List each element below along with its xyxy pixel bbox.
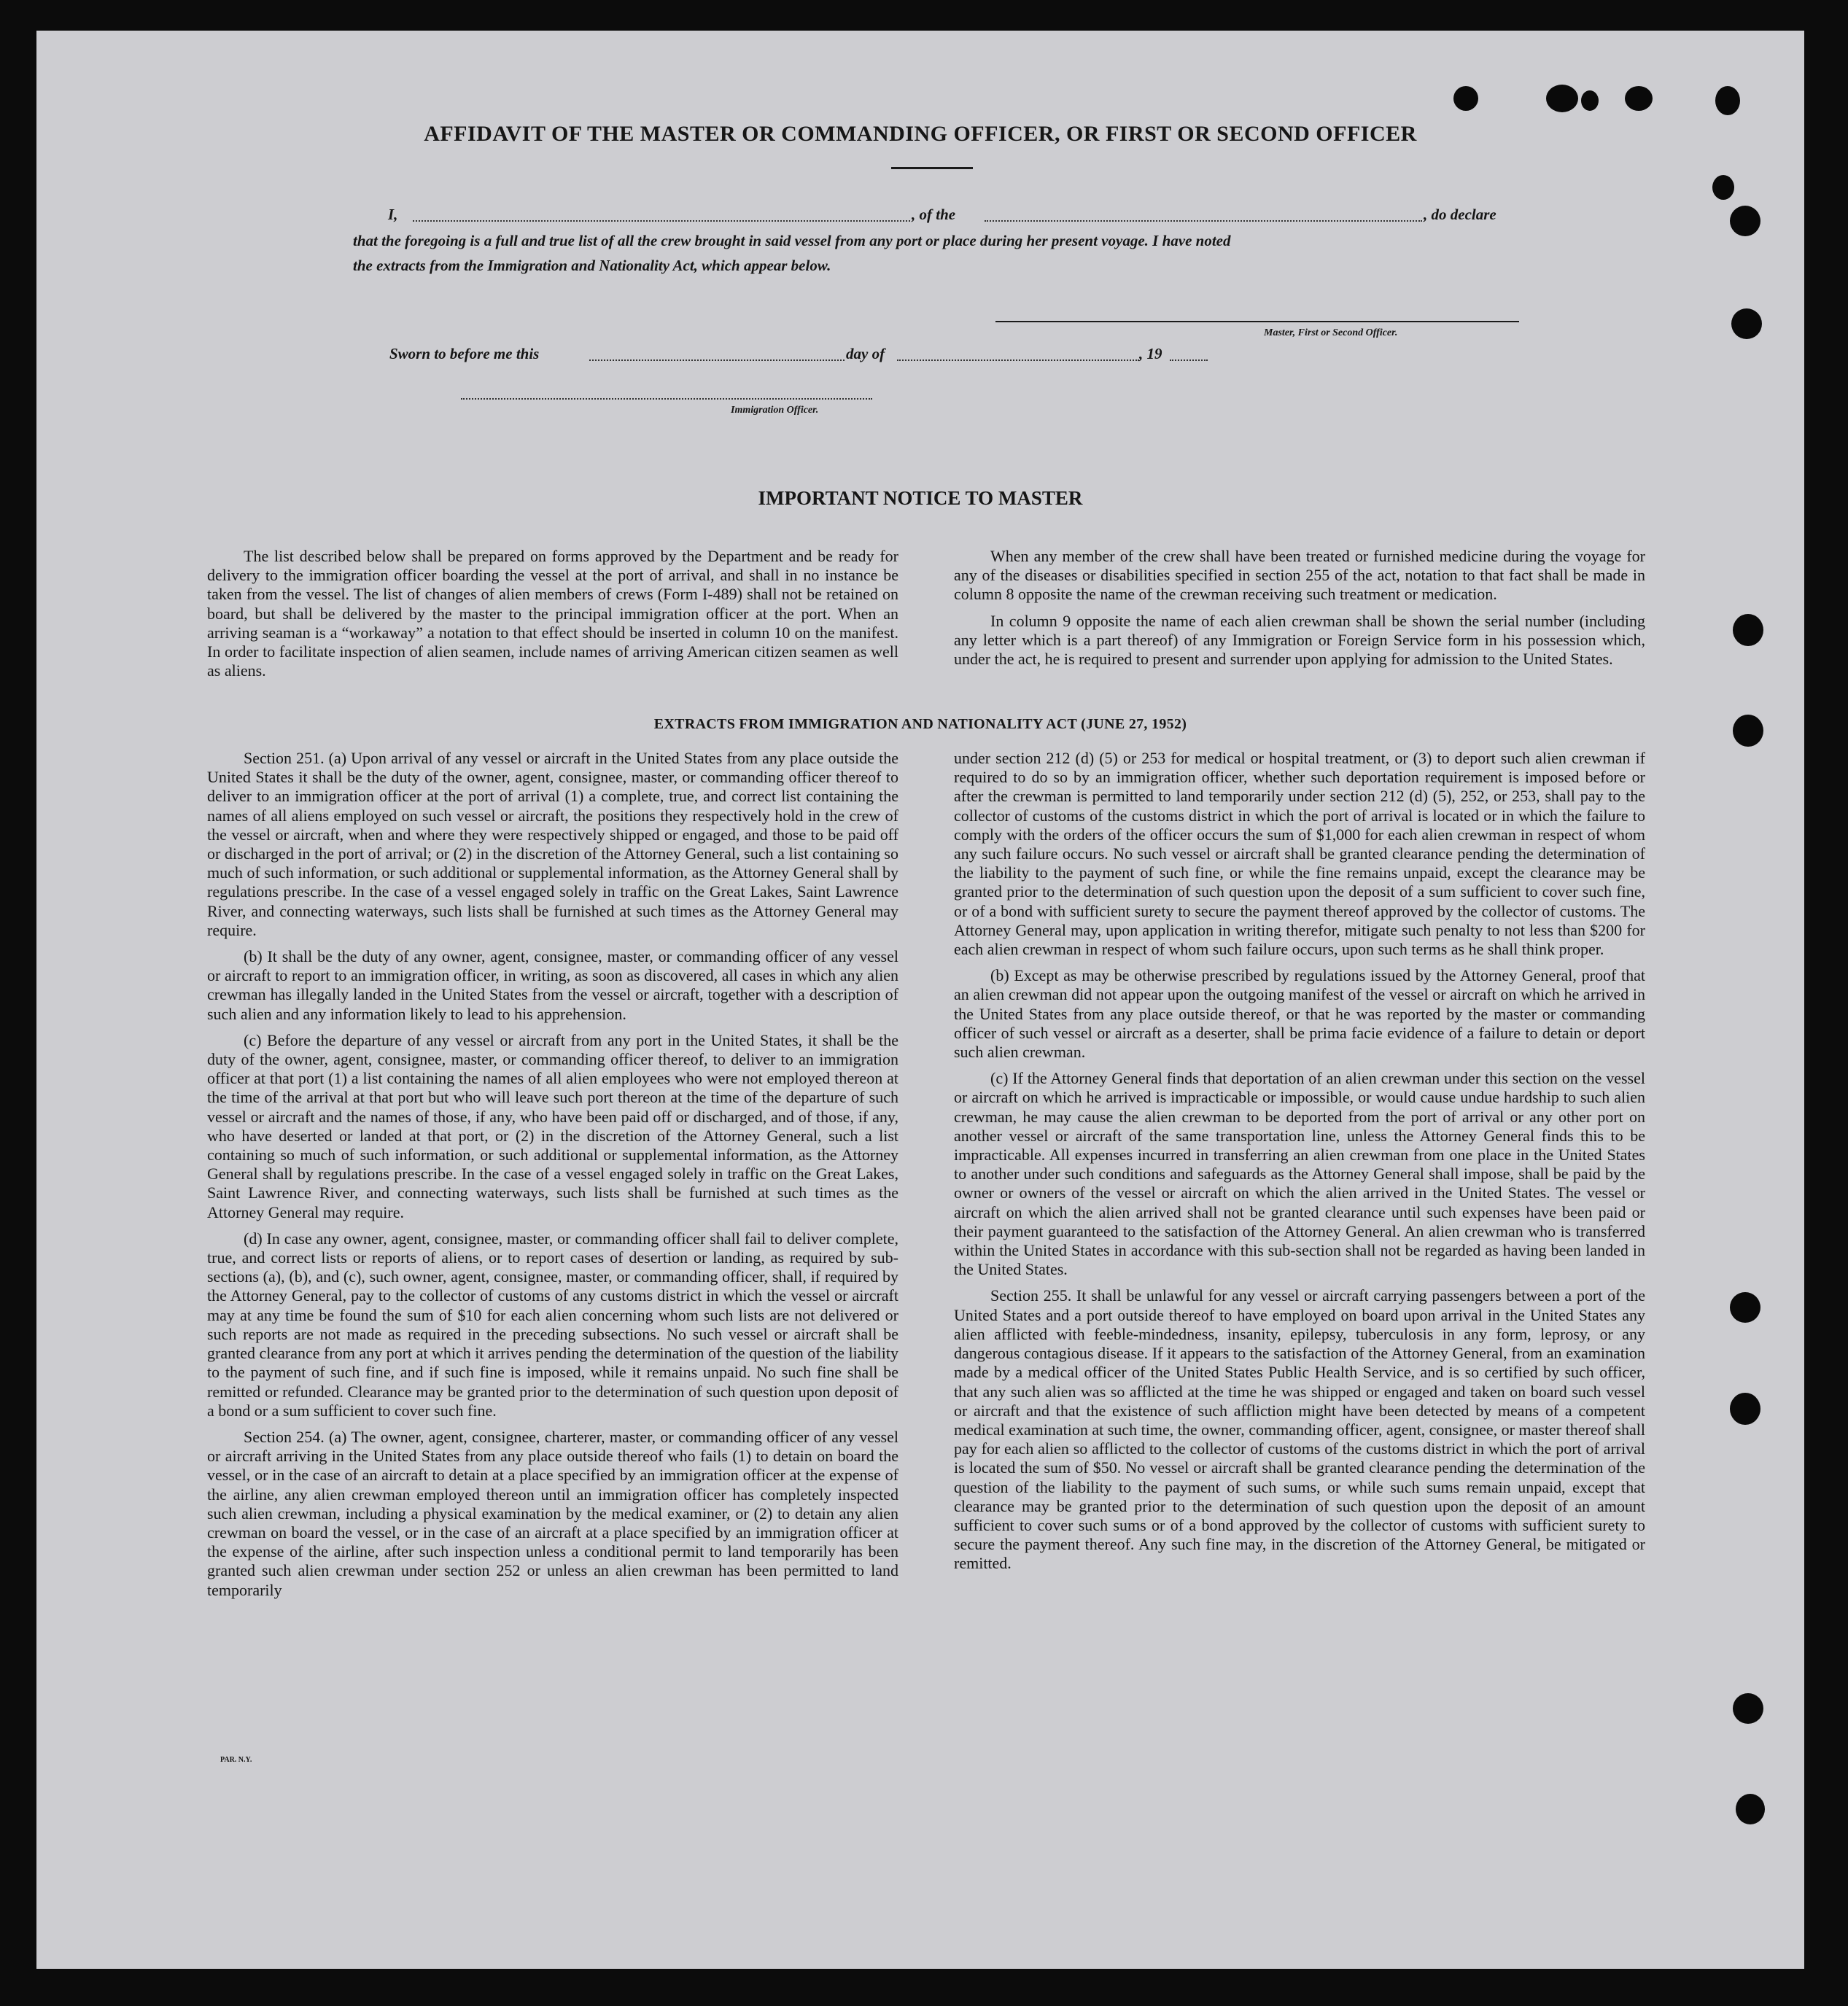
of-the-label: , of the bbox=[912, 206, 956, 223]
punch-hole bbox=[1581, 90, 1599, 111]
notice-right-paragraph-2: In column 9 opposite the name of each alien crewman shall be shown the serial number (including any letter which is a part thereof) of any Immigration or Foreign Service form in his possession which, under the act, he is required to present and surrender upon applying for admission to the United States. bbox=[954, 611, 1645, 669]
punch-hole bbox=[1733, 614, 1763, 646]
notice-right-paragraph-1: When any member of the crew shall have been treated or furnished medicine during the voyage for any of the diseases or disabilities specified in section 255 of the act, notation to that fact shall be made in column 8 opposite the name of the crewman receiving such treatment or medication. bbox=[954, 547, 1645, 604]
declaration-line-2: the extracts from the Immigration and Nationality Act, which appear below. bbox=[353, 257, 831, 274]
section-251-d: (d) In case any owner, agent, consignee, master, or commanding officer shall fail to deliver complete, true, and correct lists or reports of aliens, or to report cases of desertion or landing, as required by sub-sections (a), (b), and (c), such owner, agent, consignee, master, or commanding officer, shall, if required by the Attorney General, pay to the collector of customs of any customs district in which the vessel or aircraft may at any time be found the sum of $10 for each alien concerning whom such lists are not delivered or such reports are not made as required in the preceding subsections. No such vessel or aircraft shall be granted clearance from any port at which it arrives pending the determination of the question of the liability to the payment of such fine, and if such fine is imposed, while it remains unpaid. No such fine shall be remitted or refunded. Clearance may be granted prior to the determination of such question upon deposit of a bond or a sum sufficient to cover such fine. bbox=[207, 1229, 898, 1420]
name-blank[interactable] bbox=[413, 220, 910, 222]
punch-hole bbox=[1733, 715, 1763, 747]
notice-title: IMPORTANT NOTICE TO MASTER bbox=[758, 487, 1083, 509]
master-signature-line[interactable] bbox=[995, 321, 1519, 322]
extracts-left-column bbox=[207, 749, 898, 1600]
notice-right-column bbox=[954, 547, 1645, 669]
form-page bbox=[36, 31, 1804, 1969]
punch-hole bbox=[1736, 1794, 1765, 1824]
section-254-c: (c) If the Attorney General finds that deportation of an alien crewman under this section on the vessel or aircraft on which he arrived is impracticable or impossible, or would cause undue hardship to such alien crewman, he may cause the alien crewman to be deported from the port of arrival or any other port on another vessel or aircraft of the same transportation line, unless the Attorney General finds this to be impracticable. All expenses incurred in transferring an alien crewman from one place in the United States to another under such conditions and safeguards as the Attorney General shall impose, shall be paid by the owner or owners of the vessel or aircraft on which the alien arrived in the United States. The vessel or aircraft on which the alien arrived shall not be granted clearance until such expenses have been paid or their payment guaranteed to the satisfaction of the Attorney General. An alien crewman who is transferred within the United States in accordance with this sub-section shall not be regarded as having been landed in the United States. bbox=[954, 1069, 1645, 1279]
affidavit-title: AFFIDAVIT OF THE MASTER OR COMMANDING OFFICER, OR FIRST OR SECOND OFFICER bbox=[424, 122, 1417, 146]
officer-signature-label: Immigration Officer. bbox=[731, 405, 819, 416]
section-255: Section 255. It shall be unlawful for any vessel or aircraft carrying passengers between a port of the United States and a port outside thereof to have employed on board upon arrival in the United States any alien afflicted with feeble-mindedness, insanity, epilepsy, tuberculosis in any form, leprosy, or any dangerous contagious disease. If it appears to the satisfaction of the Attorney General, from an examination made by a medical officer of the United States Public Health Service, and is so certified by such officer, that any such alien was so afflicted at the time he was shipped or engaged and taken on board such vessel or aircraft and that the existence of such affliction might have been detected by means of a competent medical examination at such time, the owner, commanding officer, agent, consignee, or master thereof shall pay for each alien so afflicted to the collector of customs of the customs district in which the port of arrival is located the sum of $50. No vessel or aircraft shall be granted clearance pending the determination of the question of the liability to the payment of such sums, or while such sums remain unpaid, except that clearance may be granted prior to the determination of such question upon the deposit of an amount sufficient to cover such sums or of a bond approved by the collector of customs with sufficient surety to secure the payment thereof. Any such fine may, in the discretion of the Attorney General, be mitigated or remitted. bbox=[954, 1286, 1645, 1573]
year-label: , 19 bbox=[1139, 345, 1162, 362]
punch-hole bbox=[1730, 1292, 1760, 1323]
punch-hole bbox=[1731, 308, 1762, 339]
punch-hole bbox=[1730, 1393, 1760, 1425]
punch-hole bbox=[1730, 206, 1760, 236]
title-underline bbox=[891, 167, 973, 169]
notice-left-paragraph: The list described below shall be prepared on forms approved by the Department and be ready for delivery to the immigration officer boarding the vessel at the port of arrival, and shall in no instance be taken from the vessel. The list of changes of alien members of crews (Form I-489) shall not be retained on board, but shall be delivered by the master to the principal immigration officer at the port. When an arriving seaman is a “workaway” a notation to that effect should be inserted in column 10 on the manifest. In order to facilitate inspection of alien seamen, include names of arriving American citizen seamen as well as aliens. bbox=[207, 547, 898, 680]
sworn-label: Sworn to before me this bbox=[389, 345, 540, 362]
sworn-day-blank[interactable] bbox=[589, 359, 845, 361]
section-251-c: (c) Before the departure of any vessel or aircraft from any port in the United States, it shall be the duty of the owner, agent, consignee, master, or commanding officer thereof, to deliver to an immigration officer at that port (1) a list containing the names of all alien employees who were not employed thereon at the time of the arrival at that port but who will leave such port thereon at the time of the departure of such vessel or aircraft and the names of those, if any, who have been paid off or discharged, and of those, if any, who have deserted or landed at that port, or (2) in the discretion of the Attorney General, such a list containing so much of such information, or such additional or supplemental information, as the Attorney General shall by regulations prescribe. In the case of a vessel engaged solely in traffic on the Great Lakes, Saint Lawrence River, and connecting waterways, such lists shall be furnished at such times as the Attorney General may require. bbox=[207, 1030, 898, 1221]
do-declare-label: , do declare bbox=[1424, 206, 1496, 223]
section-254-b: (b) Except as may be otherwise prescribed by regulations issued by the Attorney General, proof that an alien crewman did not appear upon the outgoing manifest of the vessel or aircraft on which he arrived in the United States from any place outside thereof, or that he was reported by the master or commanding officer of such vessel or aircraft as a deserter, shall be prima facie evidence of a failure to detain or deport such alien crewman. bbox=[954, 966, 1645, 1062]
officer-signature-line[interactable] bbox=[461, 398, 872, 400]
extracts-right-column bbox=[954, 749, 1645, 1574]
sworn-month-blank[interactable] bbox=[897, 359, 1139, 361]
day-of-label: day of bbox=[846, 345, 885, 362]
declaration-line-1: that the foregoing is a full and true list of all the crew brought in said vessel from any port or place during her present voyage. I have noted bbox=[353, 232, 1231, 249]
master-signature-label: Master, First or Second Officer. bbox=[1264, 327, 1398, 338]
punch-hole bbox=[1453, 86, 1478, 111]
punch-hole bbox=[1546, 85, 1578, 112]
section-254-a-continued: under section 212 (d) (5) or 253 for medical or hospital treatment, or (3) to deport such alien crewman if required to do so by an immigration officer, whether such deportation requirement is imposed before or after the crewman is permitted to land temporarily under section 212 (d) (5), 252, or 253, shall pay to the collector of customs of the customs district in which the port of arrival is located or in which the failure to comply with the orders of the officer occurs the sum of $1,000 for each alien crewman in respect of whom any such failure occurs. No such vessel or aircraft shall be granted clearance pending the determination of the liability to the payment of such fine, or while the fine remains unpaid, except the clearance may be granted prior to the determination of such question upon the deposit of a sum sufficient to cover such fine, or of a bond with sufficient surety to secure the payment thereof approved by the collector of customs. The Attorney General may, upon application in writing therefor, mitigate such penalty to not less than $200 for each alien crewman in respect of whom such failure occurs, upon such terms as he shall think proper. bbox=[954, 749, 1645, 959]
punch-hole bbox=[1712, 175, 1734, 200]
punch-hole bbox=[1715, 86, 1740, 115]
section-251-a: Section 251. (a) Upon arrival of any vessel or aircraft in the United States from any place outside the United States it shall be the duty of the owner, agent, consignee, master, or commanding officer thereof to deliver to an immigration officer at the port of arrival (1) a complete, true, and correct list containing the names of all aliens employed on such vessel or aircraft, the positions they respectively hold in the crew of the vessel or aircraft, when and where they were respectively shipped or engaged, and those to be paid off or discharged in the port of arrival; or (2) in the discretion of the Attorney General, such a list containing so much of such information, or such additional or supplemental information, as the Attorney General shall by regulations prescribe. In the case of a vessel engaged solely in traffic on the Great Lakes, Saint Lawrence River, and connecting waterways, such lists shall be furnished at such times as the Attorney General may require. bbox=[207, 749, 898, 939]
punch-hole bbox=[1733, 1693, 1763, 1724]
i-label: I, bbox=[388, 206, 398, 223]
sworn-year-blank[interactable] bbox=[1170, 359, 1208, 361]
notice-left-column bbox=[207, 547, 898, 680]
printer-mark: PAR. N.Y. bbox=[220, 1756, 252, 1764]
section-251-b: (b) It shall be the duty of any owner, agent, consignee, master, or commanding officer of any vessel or aircraft to report to an immigration officer, in writing, as soon as discovered, all cases in which any alien crewman has illegally landed in the United States from the vessel or aircraft, together with a description of such alien and any information likely to lead to his apprehension. bbox=[207, 947, 898, 1023]
section-254-a-start: Section 254. (a) The owner, agent, consignee, charterer, master, or commanding officer of any vessel or aircraft arriving in the United States from any place outside thereof who fails (1) to detain on board the vessel, or in the case of an aircraft to detain at a place specified by an immigration officer at the expense of the airline, any alien crewman employed thereon until an immigration officer has completely inspected such alien crewman, including a physical examination by the medical examiner, or (2) to detain any alien crewman on board the vessel, or in the case of an aircraft at a place specified by an immigration officer at the expense of the airline, after such inspection unless a conditional permit to land temporarily has been granted such alien crewman under section 252 or unless an alien crewman has been permitted to land temporarily bbox=[207, 1427, 898, 1599]
punch-hole bbox=[1625, 86, 1653, 111]
position-blank[interactable] bbox=[985, 220, 1422, 222]
extracts-title: EXTRACTS FROM IMMIGRATION AND NATIONALITY ACT (JUNE 27, 1952) bbox=[653, 716, 1187, 732]
